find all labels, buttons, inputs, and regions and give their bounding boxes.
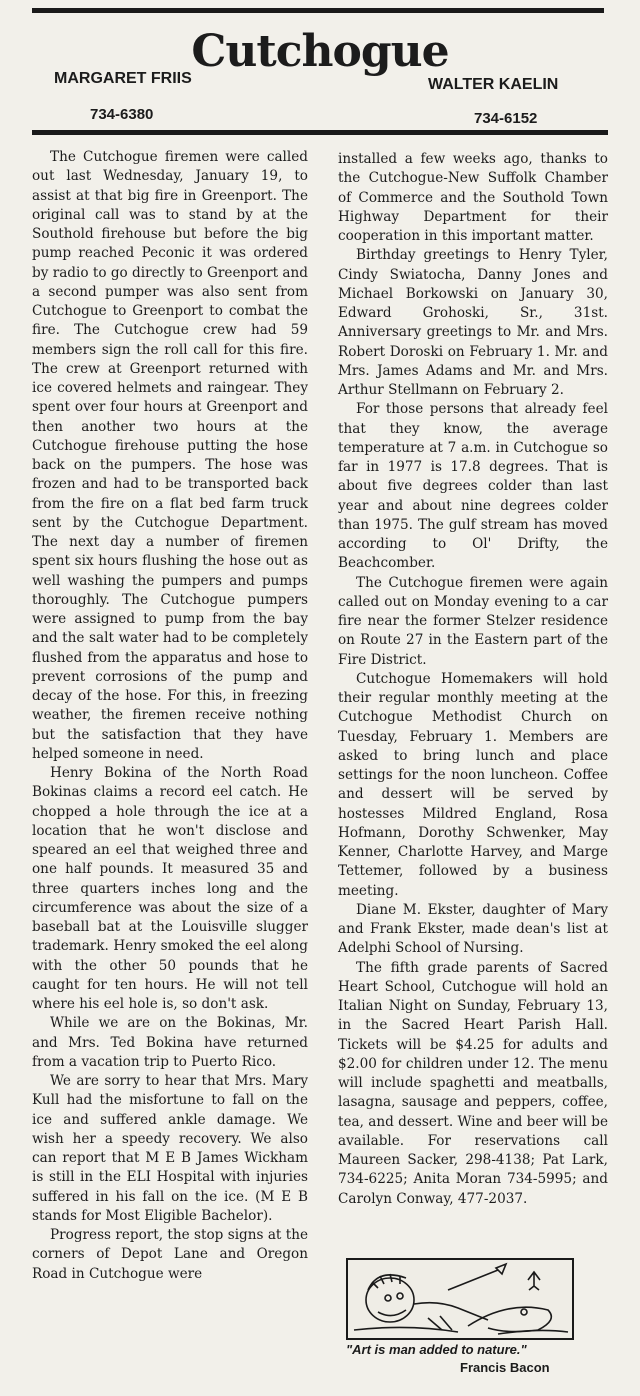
paragraph-continuation: installed a few weeks ago, thanks to the Cutchogue-New Suffolk Chamber of Commerce and the Southold Town Highway Department for their cooperation in this important matter. — [338, 151, 608, 244]
paragraph-greetings: Birthday greetings to Henry Tyler, Cindy Swiatocha, Danny Jones and Michael Borkowski on January 30, Edward Grohoski, Sr., 31st. Anniversary greetings to Mr. and Mrs. Robert Doroski on February 1. Mr. and Mrs. James Adams and Mr. and Mrs. Arthur Stellmann on February 2. — [338, 247, 608, 398]
paragraph-fire-call: The Cutchogue firemen were called out last Wednesday, January 19, to assist at that big fire in Greenport. The original call was to stand by at the Southold firehouse but before the big pump reached Peconic it was ordered by radio to go directly to Greenport and a second pumper was also sent from Cutchogue to Greenport to combat the fire. The Cutchogue crew had 59 members sign the roll call for this fire. The crew at Greenport returned with ice covered helmets and raingear. They spent over four hours at Greenport and then another two hours at the Cutchogue firehouse putting the hose back on the pumpers. The hose was frozen and had to be transported back from the fire on a flat bed farm truck sent by the Cutchogue Department. The next day a number of firemen spent six hours flushing the hose out as well washing the pumpers and pumps thoroughly. The Cutchogue pumpers were assigned to pump from the bay and the salt water had to be completely flushed from the apparatus and hose to prevent corrosions of the pump and decay of the hose. For this, in freezing weather, the firemen receive nothing but the satisfaction that they have helped someone in need. — [32, 149, 308, 762]
masthead-rule — [32, 130, 608, 135]
left-column — [32, 148, 308, 1284]
cartoon-quote-author: Francis Bacon — [460, 1360, 550, 1375]
paragraph-italian-night: The fifth grade parents of Sacred Heart School, Cutchogue will hold an Italian Night on Sunday, February 13, in the Sacred Heart Parish Hall. Tickets will be $4.25 for adults and $2.00 for children under 12. The menu will include spaghetti and meatballs, lasagna, sausage and peppers, coffee, tea, and dessert. Wine and beer will be available. For reservations call Maureen Sacker, 298-4138; Pat Lark, 734-6225; Anita Moran 734-5995; and Carolyn Conway, 477-2037. — [338, 959, 608, 1207]
paragraph-stop-signs: Progress report, the stop signs at the corners of Depot Lane and Oregon Road in Cutchogue were — [32, 1227, 308, 1282]
cartoon-quote: "Art is man added to nature." — [346, 1342, 527, 1357]
paragraph-deans-list: Diane M. Ekster, daughter of Mary and Frank Ekster, made dean's list at Adelphi School of Nursing. — [338, 901, 608, 957]
cartoon-illustration — [346, 1258, 574, 1340]
top-rule — [32, 8, 604, 13]
paragraph-eel-catch: Henry Bokina of the North Road Bokinas claims a record eel catch. He chopped a hole through the ice at a location that he won't disclose and speared an eel that weighed three and one half pounds. It measured 35 and three quarters inches long and the circumference was about the size of a baseball bat at the Louisville slugger trademark. Henry smoked the eel along with the other 50 pounds that he caught for ten hours. He will not tell where his eel hole is, so don't ask. — [32, 765, 308, 1012]
columnist-right-phone: 734-6152 — [474, 110, 538, 127]
right-column — [338, 150, 608, 1209]
paragraph-homemakers: Cutchogue Homemakers will hold their regular monthly meeting at the Cutchogue Methodist Church on Tuesday, February 1. Members are asked to bring lunch and place settings for the noon luncheon. Coffee and dessert will be served by hostesses Mildred England, Rosa Hofmann, Dorothy Schwenker, May Kenner, Charlotte Harvey, and Marge Tettemer, followed by a business meeting. — [338, 670, 608, 899]
cartoon-drawing-icon — [348, 1260, 572, 1338]
column-title: Cutchogue — [191, 26, 449, 77]
paragraph-temperature: For those persons that already feel that they know, the average temperature at 7 a.m. in Cutchogue so far in 1977 is 17.8 degrees. That is about five degrees colder than last year and about nine degrees colder than 1975. The gulf stream has moved according to Ol' Drifty, the Beachcomber. — [338, 401, 608, 572]
columnist-left-phone: 734-6380 — [90, 106, 154, 123]
paragraph-car-fire: The Cutchogue firemen were again called out on Monday evening to a car fire near the former Stelzer residence on Route 27 in the Eastern part of the Fire District. — [338, 574, 608, 668]
paragraph-ice-falls: We are sorry to hear that Mrs. Mary Kull had the misfortune to fall on the ice and suffered ankle damage. We wish her a speedy recovery. We also can report that M E B James Wickham is still in the ELI Hospital with injuries suffered in his fall on the ice. (M E B stands for Most Eligible Bachelor). — [32, 1073, 308, 1224]
paragraph-bokina-vacation: While we are on the Bokinas, Mr. and Mrs. Ted Bokina have returned from a vacation trip to Puerto Rico. — [32, 1015, 308, 1070]
columnist-right-name: WALTER KAELIN — [428, 76, 559, 93]
columnist-left-name: MARGARET FRIIS — [54, 70, 192, 87]
